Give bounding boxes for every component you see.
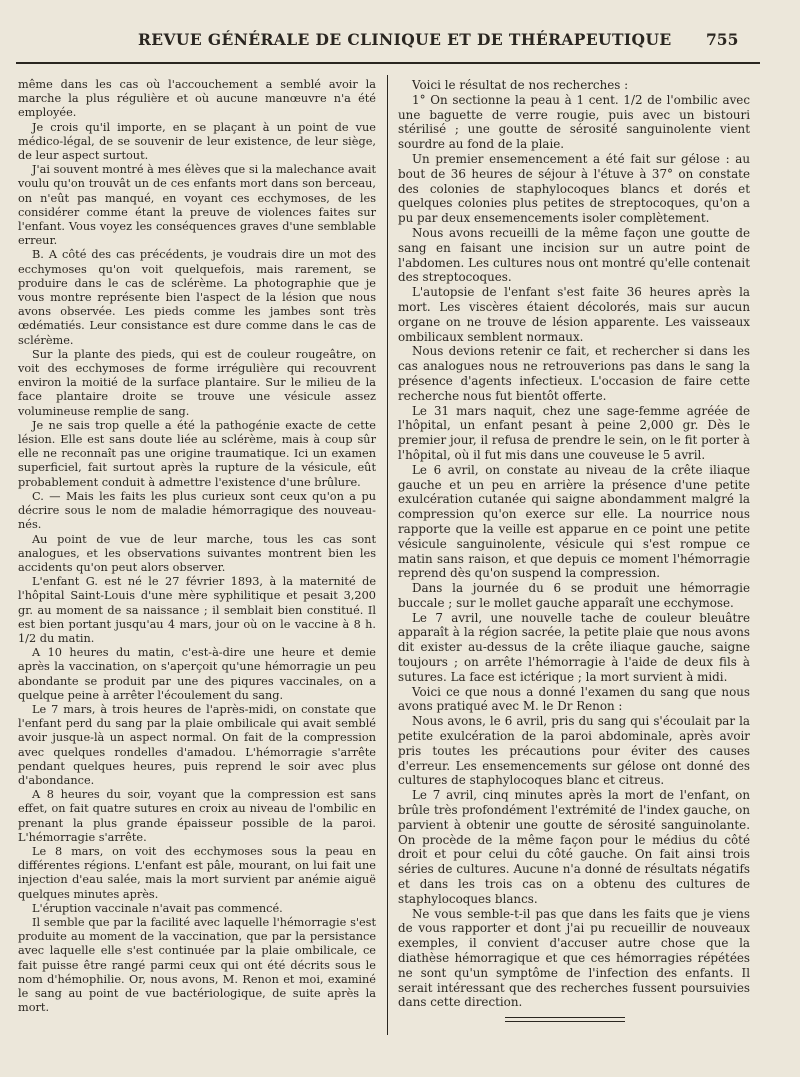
paragraph: Ne vous semble-t-il pas que dans les faits que je viens de vous rapporter et dont j'ai pu recueillir de nouveaux exemples, il convient d'accuser autre chose que la diathèse hémorragique et que ces hémorragies répétées ne sont qu'un symptôme de l'infection des enfants. Il serait intéressant que des recherches fussent poursuivies dans cette direction.: [398, 906, 750, 1010]
paragraph: C. — Mais les faits les plus curieux sont ceux qu'on a pu décrire sous le nom de maladie hémorragique des nouveau-nés.: [18, 489, 376, 532]
paragraph: Sur la plante des pieds, qui est de couleur rougeâtre, on voit des ecchymoses de forme irrégulière qui recouvrent environ la moitié de la surface plantaire. Sur le milieu de la face plantaire droite se trouve une vésicule assez volumineuse remplie de sang.: [18, 347, 376, 418]
paragraph: même dans les cas où l'accouchement a semblé avoir la marche la plus régulière et où aucune manœuvre n'a été employée.: [18, 78, 376, 120]
paragraph: J'ai souvent montré à mes élèves que si la malechance avait voulu qu'on trouvât un de ces enfants mort dans son berceau, on n'eût pas manqué, en voyant ces ecchymoses, de les considérer comme étant la preuve de violences faites sur l'enfant. Vous voyez les conséquences graves d'une semblable erreur.: [18, 163, 376, 248]
paragraph: Le 7 avril, cinq minutes après la mort de l'enfant, on brûle très profondément l'extrémité de l'index gauche, on parvient à obtenir une goutte de sérosité sanguinolante. On procède de la même façon pour le médius du côté droit et pour celui du côté gauche. On fait ainsi trois séries de cultures. Aucune n'a donné de résultats négatifs et dans les trois cas on a obtenu des cultures de staphylocoques blancs.: [398, 788, 750, 906]
paragraph: Nous devions retenir ce fait, et rechercher si dans les cas analogues nous ne retrouverions pas dans le sang la présence d'agents infectieux. L'occasion de faire cette recherche nous fut bientôt offerte.: [398, 344, 750, 403]
paragraph: Nous avons recueilli de la même façon une goutte de sang en faisant une incision sur un autre point de l'abdomen. Les cultures nous ont montré qu'elle contenait des streptocoques.: [398, 225, 750, 285]
paragraph: B. A côté des cas précédents, je voudrais dire un mot des ecchymoses qu'on voit quelquefois, mais rarement, se produire dans le cas de sclérème. La photographie que je vous montre représente bien l'aspect de la lésion que nous avons observée. Les pieds comme les jambes sont très œdématiés. Leur consistance est dure comme dans le cas de sclérème.: [18, 248, 376, 347]
paragraph: Un premier ensemencement a été fait sur gélose : au bout de 36 heures de séjour à l'étuve à 37° on constate des colonies de staphylocoques blancs et dorés et quelques colonies plus petites de streptocoques, qu'on a pu par deux ensemencements isoler complètement.: [398, 151, 750, 226]
paragraph: A 8 heures du soir, voyant que la compression est sans effet, on fait quatre sutures en croix au niveau de l'ombilic en prenant la plus grande épaisseur possible de la paroi. L'hémorragie s'arrête.: [18, 788, 376, 844]
paragraph: Le 7 avril, une nouvelle tache de couleur bleuâtre apparaît à la région sacrée, la petite plaie que nous avons dit exister au-dessus de la crête iliaque gauche, saigne toujours ; on arrête l'hémorragie à l'aide de deux fils à sutures. La face est ictérique ; la mort survient à midi.: [398, 610, 750, 684]
left-column: [18, 78, 376, 1015]
end-rule: [505, 1017, 625, 1018]
paragraph: Nous avons, le 6 avril, pris du sang qui s'écoulait par la petite exulcération de la paroi abdominale, après avoir pris toutes les précautions pour éviter des causes d'erreur. Les ensemencements sur gélose ont donné des cultures de staphylocoques blanc et citreus.: [398, 714, 750, 788]
paragraph: L'éruption vaccinale n'avait pas commencé.: [32, 901, 283, 915]
page-number: 755: [706, 30, 739, 49]
paragraph: Je ne sais trop quelle a été la pathogénie exacte de cette lésion. Elle est sans doute liée au sclérème, mais à coup sûr elle ne reconnaît pas une origine traumatique. Ici un examen superficiel, fait surtout après la rupture de la vésicule, eût probablement conduit à admettre l'existence d'une brûlure.: [18, 418, 376, 489]
paragraph: Le 31 mars naquit, chez une sage-femme agréée de l'hôpital, un enfant pesant à peine 2,000 gr. Dès le premier jour, il refusa de prendre le sein, on le fit porter à l'hôpital, où il fut mis dans une couveuse le 5 avril.: [398, 403, 750, 462]
paragraph: Le 7 mars, à trois heures de l'après-midi, on constate que l'enfant perd du sang par la plaie ombilicale qui avait semblé avoir jusque-là un aspect normal. On fait de la compression avec quelques rondelles d'amadou. L'hémorragie s'arrête pendant quelques heures, puis reprend le soir avec plus d'abondance.: [18, 702, 376, 787]
paragraph: 1° On sectionne la peau à 1 cent. 1/2 de l'ombilic avec une baguette de verre rougie, puis avec un bistouri stérilisé ; une goutte de sérosité sanguinolente vient sourdre au fond de la plaie.: [398, 92, 750, 152]
paragraph: L'autopsie de l'enfant s'est faite 36 heures après la mort. Les viscères étaient décolorés, mais sur aucun organe on ne trouve de lésion apparente. Les vaisseaux ombilicaux semblent normaux.: [398, 285, 750, 344]
paragraph: Voici le résultat de nos recherches :: [412, 78, 629, 92]
right-column: [398, 78, 750, 1010]
paragraph: L'enfant G. est né le 27 février 1893, à la maternité de l'hôpital Saint-Louis d'une mère syphilitique et pesait 3,200 gr. au moment de sa naissance ; il semblait bien constitué. Il est bien portant jusqu'au 4 mars, jour où on le vaccine à 8 h. 1/2 du matin.: [18, 575, 376, 645]
paragraph: Il semble que par la facilité avec laquelle l'hémorragie s'est produite au moment de la vaccination, que par la persistance avec laquelle elle s'est continuée par la plaie ombilicale, ce fait puisse être rangé parmi ceux qui ont été décrits sous le nom d'hémophilie. Or, nous avons, M. Renon et moi, examiné le sang au point de vue bactériologique, de suite après la mort.: [18, 915, 376, 1015]
running-header: [0, 30, 800, 52]
journal-title: REVUE GÉNÉRALE DE CLINIQUE ET DE THÉRAPEUTIQUE: [138, 30, 672, 49]
paragraph: Dans la journée du 6 se produit une hémorragie buccale ; sur le mollet gauche apparaît une ecchymose.: [398, 581, 750, 610]
end-rule: [505, 1021, 625, 1022]
paragraph: Voici ce que nous a donné l'examen du sang que nous avons pratiqué avec M. le Dr Renon :: [398, 684, 750, 714]
paragraph: Le 8 mars, on voit des ecchymoses sous la peau en différentes régions. L'enfant est pâle, mourant, on lui fait une injection d'eau salée, mais la mort survient par anémie aiguë quelques minutes après.: [18, 844, 376, 901]
paragraph: Le 6 avril, on constate au niveau de la crête iliaque gauche et un peu en arrière la présence d'une petite exulcération cutanée qui saigne abondamment malgré la compression qu'on exerce sur elle. La nourrice nous rapporte que la veille est apparue en ce point une petite vésicule sanguinolente, vésicule qui s'est rompue ce matin sans raison, et que depuis ce moment l'hémorragie reprend dès qu'on suspend la compression.: [398, 462, 750, 581]
paragraph: Au point de vue de leur marche, tous les cas sont analogues, et les observations suivantes montrent bien les accidents qu'on peut alors observer.: [18, 532, 376, 574]
paragraph: A 10 heures du matin, c'est-à-dire une heure et demie après la vaccination, on s'aperçoit qu'une hémorragie un peu abondante se produit par une des piqures vaccinales, on a quelque peine à arrêter l'écoulement du sang.: [18, 646, 376, 702]
column-divider: [387, 75, 388, 1035]
paragraph: Je crois qu'il importe, en se plaçant à un point de vue médico-légal, de se souvenir de leur existence, de leur siège, de leur aspect surtout.: [18, 120, 376, 163]
header-rule: [16, 62, 760, 64]
